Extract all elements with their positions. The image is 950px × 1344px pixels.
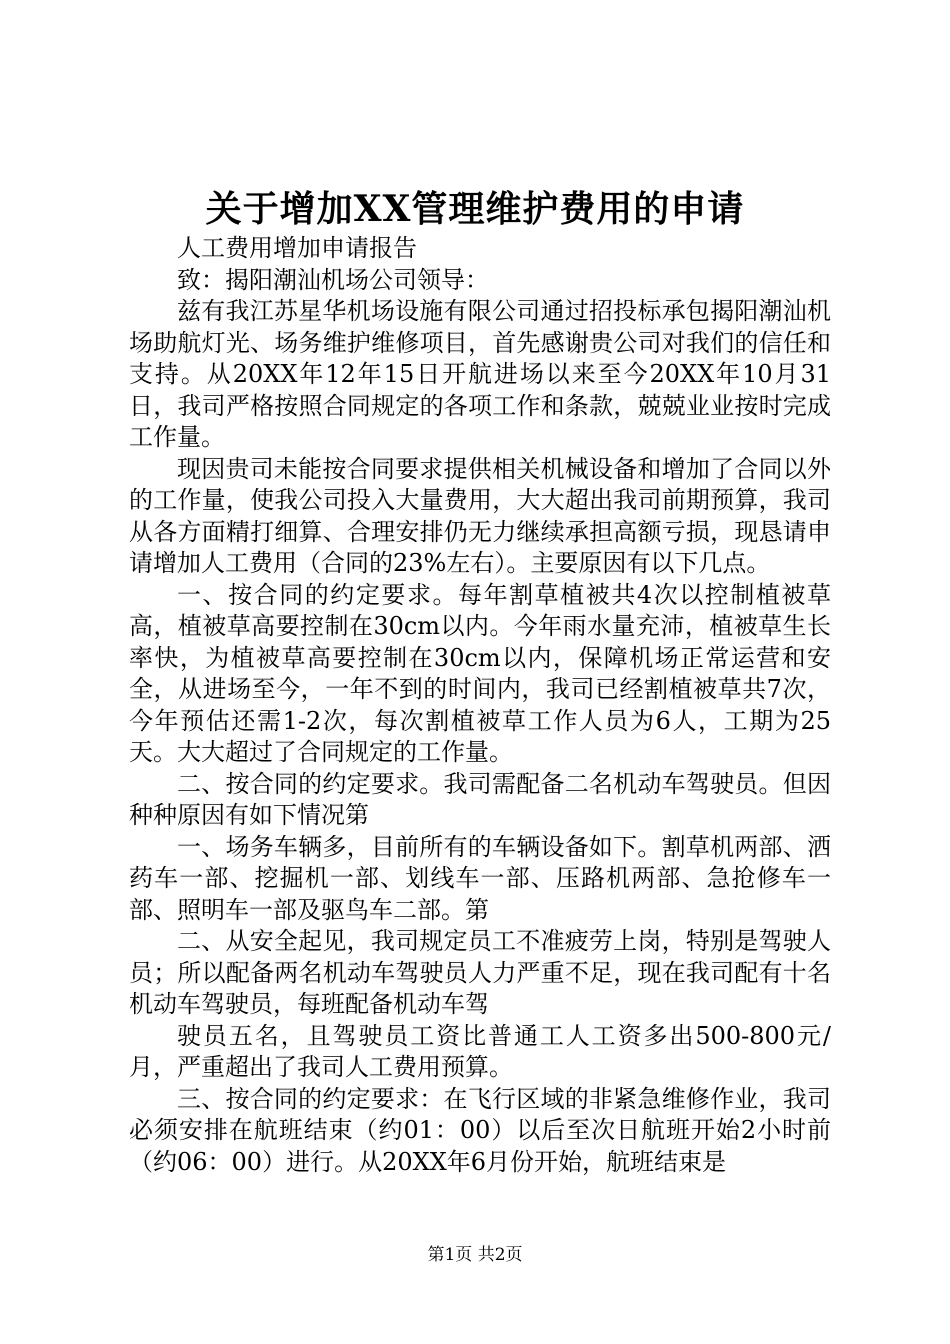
paragraph-salutation: 致：揭阳潮汕机场公司领导：: [177, 265, 489, 294]
paragraph: 二、从安全起见，我司规定员工不准疲劳上岗，特别是驾驶人员；所以配备两名机动车驾驶员人力严重不足，现在我司配有十名机动车驾驶员，每班配备机动车驾: [129, 927, 831, 1018]
paragraph: 现因贵司未能按合同要求提供相关机械设备和增加了合同以外的工作量，使我公司投入大量费用，大大超出我司前期预算，我司从各方面精打细算、合理安排仍无力继续承担高额亏损，现恳请申请增加人工费用（合同的23%左右）。主要原因有以下几点。: [129, 454, 831, 577]
document-body: [129, 233, 831, 1178]
paragraph: 一、场务车辆多，目前所有的车辆设备如下。割草机两部、洒药车一部、挖掘机一部、划线车一部、压路机两部、急抢修车一部、照明车一部及驱鸟车二部。第: [129, 832, 831, 924]
document-title: 关于增加XX管理维护费用的申请: [205, 188, 745, 230]
paragraph: 兹有我江苏星华机场设施有限公司通过招投标承包揭阳潮汕机场助航灯光、场务维护维修项目，首先感谢贵公司对我们的信任和支持。从20XX年12年15日开航进场以来至今20XX年10月31日，我司严格按照合同规定的各项工作和条款，兢兢业业按时完成工作量。: [129, 297, 831, 451]
paragraph: 一、按合同的约定要求。每年割草植被共4次以控制植被草高，植被草高要控制在30cm以内。今年雨水量充沛，植被草生长率快，为植被草高要控制在30cm以内，保障机场正常运营和安全，从进场至今，一年不到的时间内，我司已经割植被草共7次，今年预估还需1-2次，每次割植被草工作人员为6人，工期为25天。大大超过了合同规定的工作量。: [129, 580, 831, 766]
paragraph: 驶员五名，且驾驶员工资比普通工人工资多出500-800元/月，严重超出了我司人工费用预算。: [129, 1021, 831, 1081]
paragraph: 二、按合同的约定要求。我司需配备二名机动车驾驶员。但因种种原因有如下情况第: [129, 769, 831, 829]
paragraph: 三、按合同的约定要求：在飞行区域的非紧急维修作业，我司必须安排在航班结束（约01：00）以后至次日航班开始2小时前（约06：00）进行。从20XX年6月份开始，航班结束是: [129, 1084, 831, 1176]
page-footer: 第1页 共2页: [427, 1245, 523, 1265]
paragraph-report-heading: 人工费用增加申请报告: [177, 234, 417, 262]
